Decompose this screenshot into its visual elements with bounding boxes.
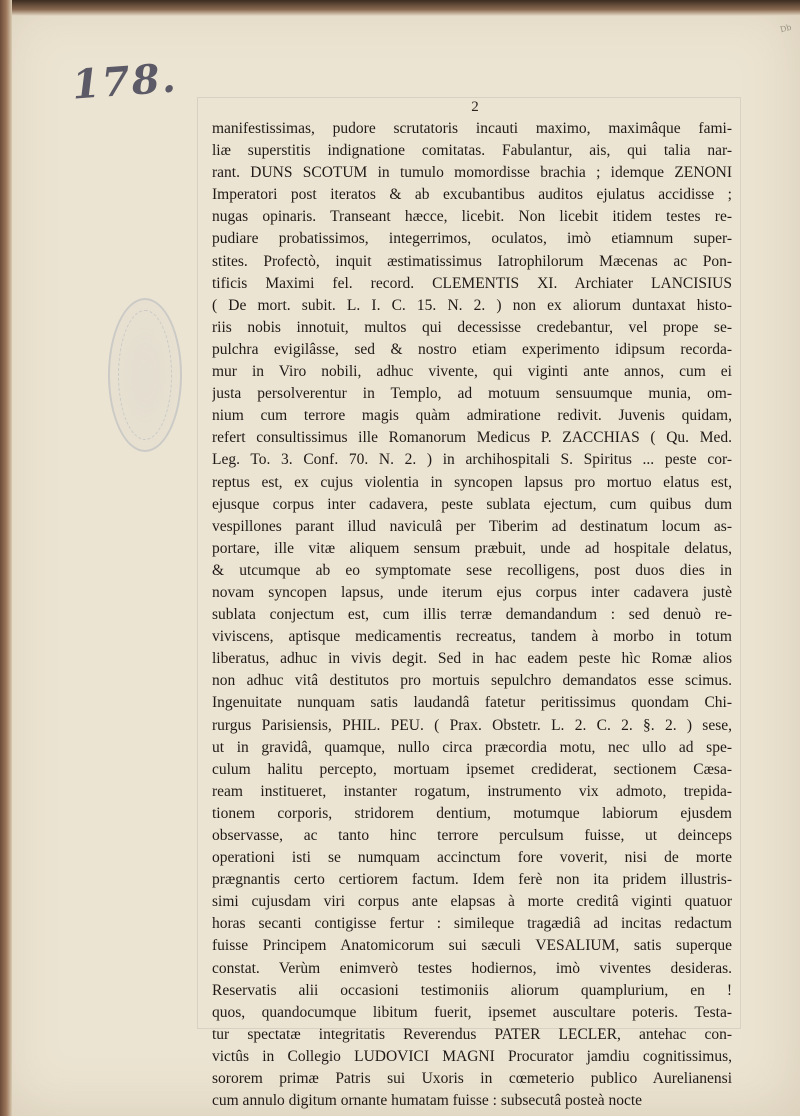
text-line: liberatus, adhuc in vivis degit. Sed in hac eadem peste hìc Romæ alios <box>212 650 732 668</box>
page-number: 2 <box>471 99 479 115</box>
text-line: justa persolverentur in Templo, ad motuum sensuumque munia, om- <box>212 385 732 403</box>
text-line: viviscens, aptisque medicamentis recreatus, tandem à morbo in totum <box>212 628 732 646</box>
text-line: fuisse Principem Anatomicorum sui sæculi VESALIUM, satis superque <box>212 937 732 955</box>
text-line: & utcumque ab eo symptomate sese recolligens, post duos dies in <box>212 561 732 579</box>
page-binding-edge <box>0 0 12 1116</box>
text-line: rurgus Parisiensis, PHIL. PEU. ( Prax. Obstetr. L. 2. C. 2. §. 2. ) sese, <box>212 716 732 734</box>
page-top-edge <box>0 0 800 16</box>
text-line: Leg. To. 3. Conf. 70. N. 2. ) in archihospitali S. Spiritus ... peste cor- <box>212 451 732 469</box>
text-line: sublata conjectum est, cum illis terræ demandandum : sed denuò re- <box>212 606 732 624</box>
text-line: ream institueret, instanter rogatum, instrumento vix admoto, trepida- <box>212 782 732 800</box>
library-stamp <box>108 298 182 452</box>
text-line: liæ superstitis indignatione comitatas. Fabulantur, ais, qui talia nar- <box>212 142 732 160</box>
text-line: quos, quandocumque libitum fuerit, ipsemet auscultare poteris. Testa- <box>212 1003 732 1021</box>
text-line: operationi isti se numquam accinctum fore voverit, nisi de morte <box>212 849 732 867</box>
text-line: ejusque corpus inter cadavera, peste sublata ejectum, cum quibus dum <box>212 495 732 513</box>
text-line: victûs in Collegio LUDOVICI MAGNI Procurator jamdiu cognitissimus, <box>212 1047 732 1065</box>
text-line: cum annulo digitum ornante humatam fuisse : subsecutâ posteà nocte <box>212 1092 643 1110</box>
text-line: horas secanti contigisse fertur : simileque tragædiâ ad incitas redactum <box>212 915 732 933</box>
text-line: refert consultissimus ille Romanorum Medicus P. ZACCHIAS ( Qu. Med. <box>212 429 732 447</box>
text-line: nugas opinaris. Transeant hæcce, licebit. Non licebit itidem testes re- <box>212 208 732 226</box>
text-line: rant. DUNS SCOTUM in tumulo momordisse brachia ; idemque ZENONI <box>212 164 732 182</box>
text-line: observasse, ac tanto hinc terrore perculsum fuisse, ut deinceps <box>212 827 732 844</box>
text-line: prægnantis certo certiorem factum. Idem ferè non ita pridem illustris- <box>212 871 732 889</box>
text-line: sororem primæ Patris sui Uxoris in cœmeterio publico Aurelianensi <box>212 1070 732 1088</box>
text-line: manifestissimas, pudore scrutatoris incauti maximo, maximâque fami- <box>212 120 732 137</box>
text-line: constat. Verùm enimverò testes hodiernos, imò viventes desideras. <box>212 959 732 977</box>
text-block <box>212 118 732 1112</box>
text-line: tionem corporis, stridorem dentium, motumque labiorum ejusdem <box>212 804 732 822</box>
text-line: non adhuc vitâ destitutos pro mortuis sepulchro demandatos esse scimus. <box>212 672 732 690</box>
corner-mark: Db <box>779 22 793 35</box>
text-line: mur in Viro nobili, adhuc vivente, qui viginti ante annos, cum ei <box>212 363 732 381</box>
text-line: Imperatori post iteratos & ab excubantibus auditos ejulatus accidisse ; <box>212 186 732 204</box>
text-line: pudiare probatissimos, integerrimos, oculatos, imò etiamnum super- <box>212 230 732 248</box>
text-line: novam syncopen lapsus, unde iterum ejus corpus inter cadavera justè <box>212 583 732 601</box>
text-line: ut in gravidâ, quamque, nullo circa præcordia motu, nec ullo ad spe- <box>212 738 732 756</box>
text-line: culum halitu percepto, mortuam ipsemet crediderat, sectionem Cæsa- <box>212 760 732 778</box>
text-line: pulchra evigilâsse, sed & nostro etiam experimento idipsum recorda- <box>212 340 732 358</box>
text-line: Reservatis alii occasioni testimoniis aliorum quamplurium, en ! <box>212 981 732 999</box>
text-line: riis nobis innotuit, multos qui decessisse credebantur, vel prope se- <box>212 318 732 336</box>
text-line: simi cujusdam viri corpus ante elapsas à morte creditâ viginti quatuor <box>212 893 732 911</box>
text-line: tificis Maximi fel. record. CLEMENTIS XI. Archiater LANCISIUS <box>212 274 732 292</box>
text-line: nium cum terrore magis quàm admiratione redivit. Juvenis quidam, <box>212 407 732 425</box>
text-line: reptus est, ex cujus violentia in syncopen lapsus pro mortuo elatus est, <box>212 473 732 491</box>
text-line: tur spectatæ integritatis Reverendus PATER LECLER, antehac con- <box>212 1025 732 1043</box>
text-line: portare, ille vitæ aliquem sensum præbuit, unde ad hospitale delatus, <box>212 539 732 557</box>
text-line: Ingenuitate nunquam satis laudandâ fatetur peritissimus quondam Chi- <box>212 694 732 712</box>
text-line: stites. Profectò, inquit æstimatissimus Iatrophilorum Mæcenas ac Pon- <box>212 252 732 270</box>
text-line: ( De mort. subit. L. I. C. 15. N. 2. ) non ex aliorum duntaxat histo- <box>212 296 732 314</box>
text-line: vespillones parant illud naviculâ per Tiberim ad destinatum locum as- <box>212 517 732 535</box>
handwritten-folio-number: 178. <box>70 54 179 109</box>
